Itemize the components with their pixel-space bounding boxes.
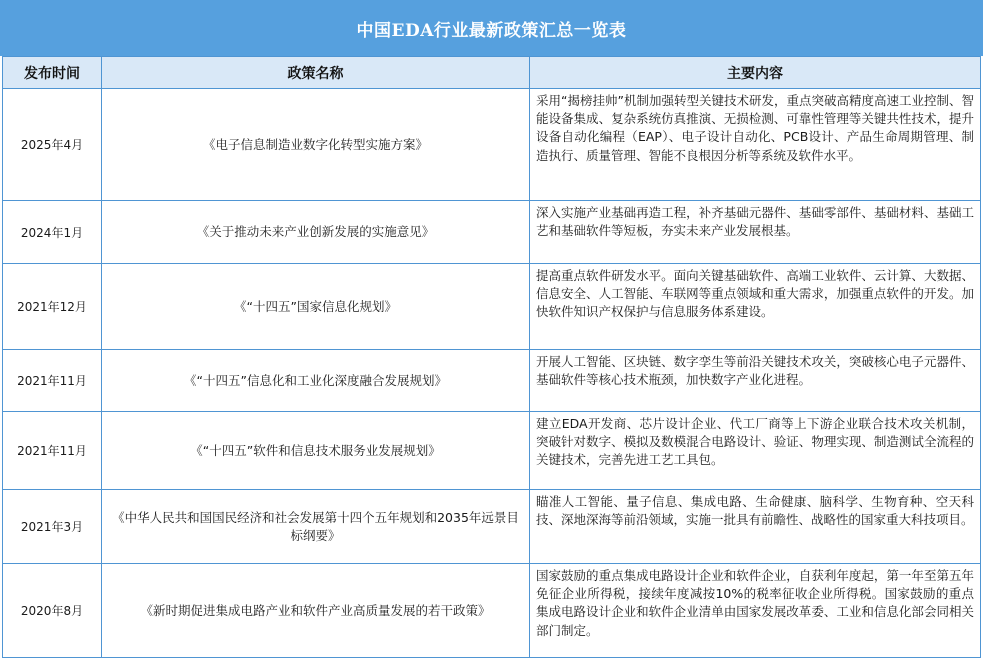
table-row	[3, 490, 981, 564]
row-policy-name: 《关于推动未来产业创新发展的实施意见》	[102, 201, 530, 264]
row-policy-name: 《中华人民共和国国民经济和社会发展第十四个五年规划和2035年远景目标纲要》	[102, 490, 530, 564]
row-content: 建立EDA开发商、芯片设计企业、代工厂商等上下游企业联合技术攻关机制，突破针对数字、模拟及数模混合电路设计、验证、物理实现、制造测试全流程的关键技术，完善先进工艺工具包。	[530, 412, 981, 490]
row-date: 2021年11月	[3, 412, 102, 490]
policy-table	[2, 56, 981, 658]
row-policy-name: 《电子信息制造业数字化转型实施方案》	[102, 89, 530, 201]
row-policy-name: 《“十四五”信息化和工业化深度融合发展规划》	[102, 350, 530, 412]
table-row	[3, 564, 981, 658]
row-date: 2024年1月	[3, 201, 102, 264]
header-name: 政策名称	[102, 57, 530, 89]
row-content: 开展人工智能、区块链、数字孪生等前沿关键技术攻关，突破核心电子元器件、基础软件等核心技术瓶颈，加快数字产业化进程。	[530, 350, 981, 412]
row-content: 国家鼓励的重点集成电路设计企业和软件企业，自获利年度起，第一年至第五年免征企业所得税，接续年度减按10%的税率征收企业所得税。国家鼓励的重点集成电路设计企业和软件企业清单由国家发展改革委、工业和信息化部会同相关部门制定。	[530, 564, 981, 658]
table-row	[3, 412, 981, 490]
row-date: 2021年12月	[3, 264, 102, 350]
row-date: 2020年8月	[3, 564, 102, 658]
table-row	[3, 89, 981, 201]
row-policy-name: 《“十四五”软件和信息技术服务业发展规划》	[102, 412, 530, 490]
page-title: 中国EDA行业最新政策汇总一览表	[0, 0, 983, 56]
row-content: 瞄准人工智能、量子信息、集成电路、生命健康、脑科学、生物育种、空天科技、深地深海等前沿领域，实施一批具有前瞻性、战略性的国家重大科技项目。	[530, 490, 981, 564]
table-row	[3, 350, 981, 412]
table-row	[3, 201, 981, 264]
header-content: 主要内容	[530, 57, 981, 89]
header-date: 发布时间	[3, 57, 102, 89]
table-header-row	[3, 57, 981, 89]
row-date: 2021年11月	[3, 350, 102, 412]
row-content: 深入实施产业基础再造工程，补齐基础元器件、基础零部件、基础材料、基础工艺和基础软件等短板，夯实未来产业发展根基。	[530, 201, 981, 264]
row-content: 提高重点软件研发水平。面向关键基础软件、高端工业软件、云计算、大数据、信息安全、人工智能、车联网等重点领域和重大需求，加强重点软件的开发。加快软件知识产权保护与信息服务体系建设。	[530, 264, 981, 350]
row-policy-name: 《新时期促进集成电路产业和软件产业高质量发展的若干政策》	[102, 564, 530, 658]
row-date: 2021年3月	[3, 490, 102, 564]
row-date: 2025年4月	[3, 89, 102, 201]
table-row	[3, 264, 981, 350]
row-policy-name: 《“十四五”国家信息化规划》	[102, 264, 530, 350]
row-content: 采用“揭榜挂帅”机制加强转型关键技术研发，重点突破高精度高速工业控制、智能设备集成、复杂系统仿真推演、无损检测、可靠性管理等关键共性技术，提升设备自动化编程（EAP）、电子设计自动化、PCB设计、产品生命周期管理、制造执行、质量管理、智能不良根因分析等系统及软件水平。	[530, 89, 981, 201]
